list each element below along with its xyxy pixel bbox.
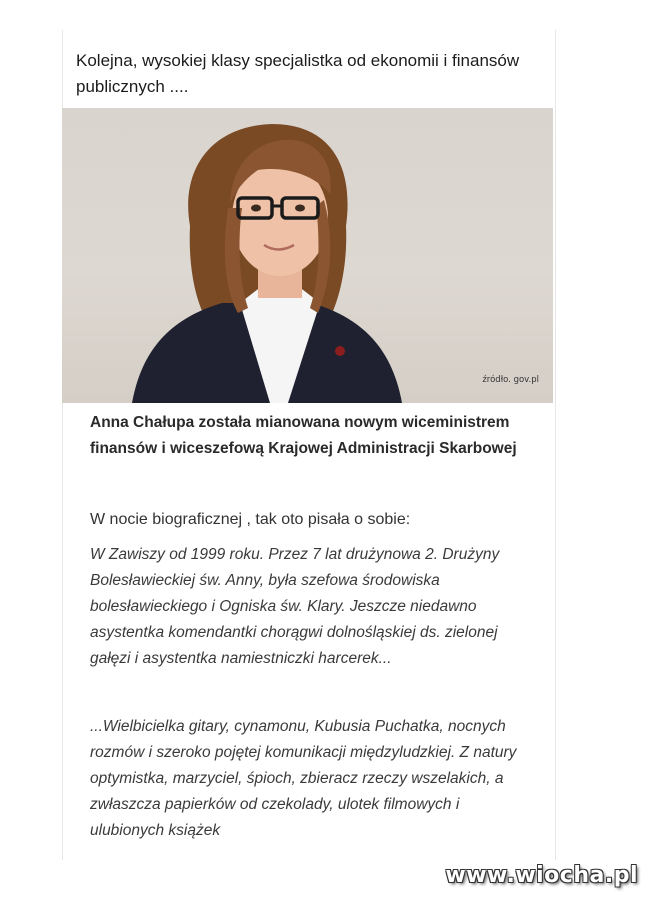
- article-headline: Anna Chałupa została mianowana nowym wiceministrem finansów i wiceszefową Krajowej Administracji Skarbowej: [90, 414, 517, 457]
- portrait-photo: [62, 108, 553, 403]
- photo-source-label: źródło. gov.pl: [482, 375, 539, 385]
- article-intro: W nocie biograficznej , tak oto pisała o sobie:: [90, 511, 411, 528]
- post-caption: Kolejna, wysokiej klasy specjalistka od ekonomii i finansów publicznych ....: [76, 51, 520, 96]
- site-watermark: www.wiocha.pl: [445, 863, 638, 888]
- portrait-illustration: [62, 108, 553, 403]
- biography-quote-1: W Zawiszy od 1999 roku. Przez 7 lat drużynowa 2. Drużyny Bolesławieckiej św. Anny, była szefowa środowiska bolesławieckiego i Ogniska św. Klary. Jeszcze niedawno asystentka komendantki chorągwi dolnośląskiej ds. zielonej gałęzi i asystentka namiestniczki harcerek...: [90, 546, 500, 667]
- biography-quote-2: ...Wielbicielka gitary, cynamonu, Kubusia Puchatka, nocnych rozmów i szeroko pojętej komunikacji międzyludzkiej. Z natury optymistka, marzyciel, śpioch, zbieracz rzeczy wszelakich, a zwłaszcza papierków od czekolady, ulotek filmowych i ulubionych książek: [90, 718, 517, 839]
